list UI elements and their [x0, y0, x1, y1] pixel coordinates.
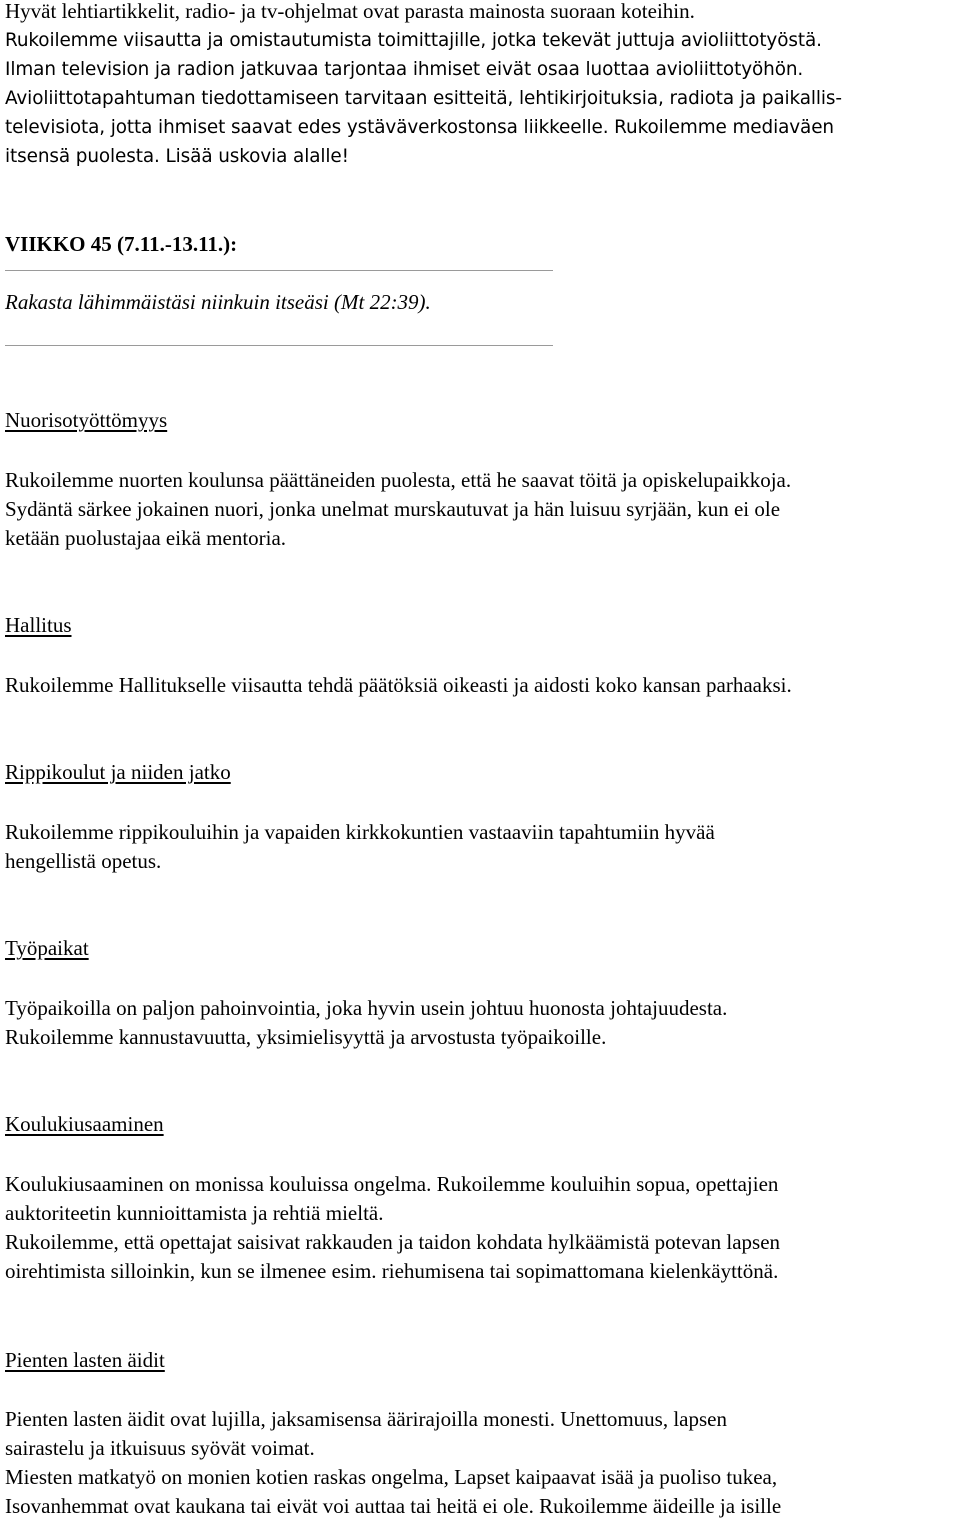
week-verse: Rakasta lähimmäistäsi niinkuin itseäsi (Mt 22:39). [5, 290, 431, 314]
section-line: hengellistä opetus. [5, 849, 162, 873]
section-line: ketään puolustajaa eikä mentoria. [5, 526, 287, 550]
section-line: Rukoilemme Hallitukselle viisautta tehdä päätöksiä oikeasti ja aidosti koko kansan parhaaksi. [5, 673, 792, 697]
section-line: sairastelu ja itkuisuus syövät voimat. [5, 1436, 315, 1460]
section-line: Pienten lasten äidit ovat lujilla, jaksamisensa äärirajoilla monesti. Unettomuus, lapsen [5, 1407, 727, 1431]
intro-line: Hyvät lehtiartikkelit, radio- ja tv-ohjelmat ovat parasta mainosta suoraan koteihin. [5, 0, 695, 23]
section-heading: Työpaikat [5, 936, 89, 960]
section-line: auktoriteetin kunnioittamista ja rehtiä mieltä. [5, 1201, 384, 1225]
section-line: Miesten matkatyö on monien kotien raskas ongelma, Lapset kaipaavat isää ja puoliso tukea, [5, 1465, 778, 1489]
section-heading: Rippikoulut ja niiden jatko [5, 760, 231, 784]
intro-line: Rukoilemme viisautta ja omistautumista toimittajille, jotka tekevät juttuja avioliittotyöstä. [5, 30, 822, 51]
section-line: Rukoilemme rippikouluihin ja vapaiden kirkkokuntien vastaaviin tapahtumiin hyvää [5, 820, 715, 844]
section-line: oirehtimista silloinkin, kun se ilmenee esim. riehumisena tai sopimattomana kielenkäyttönä. [5, 1259, 779, 1283]
section-line: Isovanhemmat ovat kaukana tai eivät voi auttaa tai heitä ei ole. Rukoilemme äideille ja isille [5, 1494, 782, 1518]
intro-line: itsensä puolesta. Lisää uskovia alalle! [5, 146, 349, 167]
divider [5, 270, 553, 271]
section-heading: Hallitus [5, 613, 72, 637]
divider [5, 345, 553, 346]
section-line: Työpaikoilla on paljon pahoinvointia, joka hyvin usein johtuu huonosta johtajuudesta. [5, 996, 728, 1020]
section-line: Rukoilemme nuorten koulunsa päättäneiden puolesta, että he saavat töitä ja opiskelupaikkoja. [5, 468, 792, 492]
section-line: Sydäntä särkee jokainen nuori, jonka unelmat murskautuvat ja hän luisuu syrjään, kun ei ole [5, 497, 781, 521]
section-heading: Koulukiusaaminen [5, 1112, 164, 1136]
section-line: Rukoilemme kannustavuutta, yksimielisyyttä ja arvostusta työpaikoille. [5, 1025, 607, 1049]
section-heading: Pienten lasten äidit [5, 1348, 165, 1372]
week-title: VIIKKO 45 (7.11.-13.11.): [5, 232, 238, 256]
section-line: Koulukiusaaminen on monissa kouluissa ongelma. Rukoilemme kouluihin sopua, opettajien [5, 1172, 779, 1196]
section-line: Rukoilemme, että opettajat saisivat rakkauden ja taidon kohdata hylkäämistä potevan lapsen [5, 1230, 781, 1254]
intro-line: Ilman television ja radion jatkuvaa tarjontaa ihmiset eivät osaa luottaa avioliittotyöhön. [5, 59, 804, 80]
intro-line: televisiota, jotta ihmiset saavat edes ystäväverkostonsa liikkeelle. Rukoilemme mediaväen [5, 117, 834, 138]
intro-line: Avioliittotapahtuman tiedottamiseen tarvitaan esitteitä, lehtikirjoituksia, radiota ja paikallis- [5, 88, 842, 109]
section-heading: Nuorisotyöttömyys [5, 408, 168, 432]
